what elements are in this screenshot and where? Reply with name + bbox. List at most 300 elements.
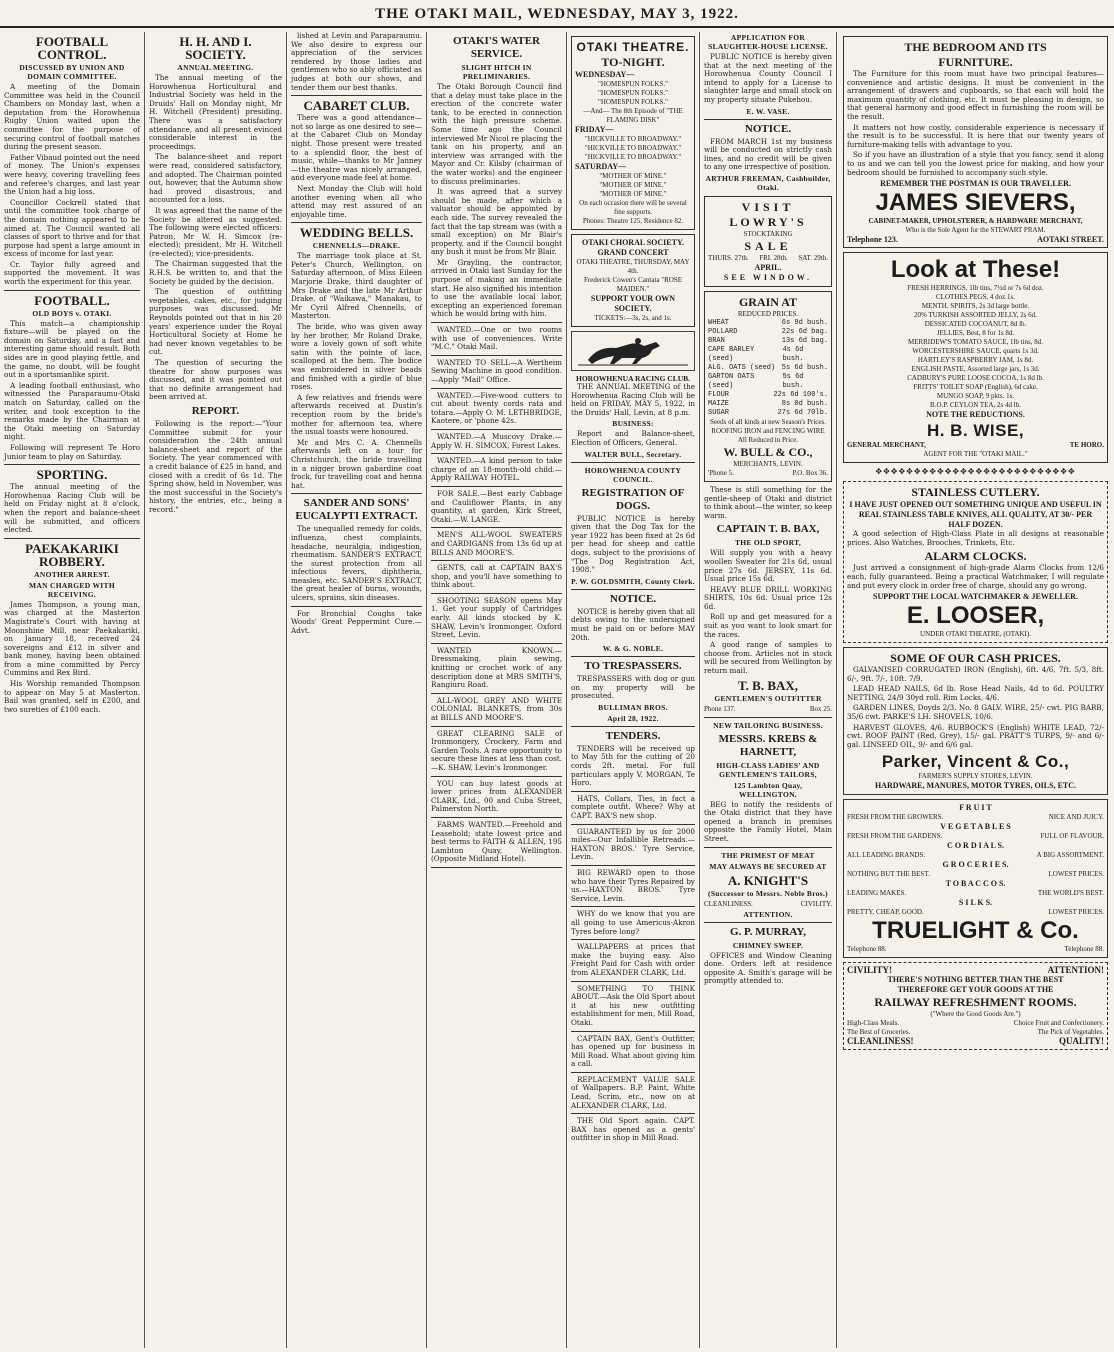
wise-note: NOTE THE REDUCTIONS. — [926, 410, 1025, 420]
divider — [704, 119, 832, 120]
paragraph: A good selection of High-Class Plate in all designs at reasonable prices. Also Watches, Brooches, Trinkets, Etc. — [847, 529, 1104, 547]
paragraph: GALVANISED CORRUGATED IRON (English), 6ft. 4/6, 7ft. 5/3, 8ft. 6/-, 9ft. 7/-, 10ft. 7/9. — [847, 665, 1104, 683]
fruit-line-b: NICE AND JUICY. — [1048, 813, 1104, 822]
lowry-ad — [704, 196, 832, 287]
grain-item: SUGAR — [708, 408, 730, 417]
divider — [291, 95, 422, 96]
paragraph: HEAVY BLUE DRILL WORKING SHIRTS, 10s 6d. Usual price 12s 6d. — [704, 584, 832, 611]
paragraph: OFFICES and Window Cleaning done. Orders left at residence opposite A. Smith's garage will be promptly attended to. — [704, 950, 832, 986]
wise-price-item: FRESH HERRINGS, 1lb tins, 7½d or 7s 6d doz. — [907, 284, 1044, 293]
paragraph: It was agreed that the name of the Society be altered as suggested. The following were elected officers: Patron, Mr W. H. Simcox (re-elected); president, Mr H. Witchell (re-elected); vice-presidents. — [149, 205, 282, 258]
classified-ad: WANTED KNOWN.—Dressmaking, plain sewing, knitting or crochet work of any description done at MRS SMITH'S, Rangiuru Road. — [431, 645, 562, 690]
divider — [571, 824, 695, 825]
rooms-line-4b: The Pick of Vegetables. — [1037, 1028, 1104, 1037]
wise-ad — [843, 252, 1108, 463]
theatre-note: On each occasion there will be several fine supports. — [579, 199, 687, 216]
grain-row — [708, 400, 828, 409]
cutlery-title: STAINLESS CUTLERY. — [911, 485, 1040, 500]
divider — [431, 867, 562, 868]
grain-row — [708, 337, 828, 346]
grain-price: 6s 9d bush. — [781, 318, 828, 327]
meat-cleanliness: CLEANLINESS. — [704, 899, 753, 908]
looser-sub: UNDER OTAKI THEATRE, (OTAKI). — [920, 630, 1031, 639]
silks-line-b: LOWEST PRICES. — [1048, 908, 1104, 917]
wanted-ad: WANTED.—A Muscovy Drake.—Apply W. H. SIMCOX, Forest Lakes. — [431, 431, 562, 450]
saturday-films — [575, 172, 691, 199]
grain-price: 5s 6d bush. — [782, 372, 804, 390]
grain-price: 22s 6d bag. — [781, 327, 828, 336]
paragraph: The bride, who was given away by her brother, Mr Roland Drake, wore a lovely gown of soft white satin with the pointe of lace, scalloped at the hem. The bodice was embroidered in silver beads and finished with a girdle of blue roses. — [291, 322, 422, 392]
headline-sanders: SANDER AND SONS' EUCALYPTI EXTRACT. — [295, 497, 418, 523]
friday-label: FRIDAY— — [575, 125, 614, 134]
paragraph: Following will represent Te Horo Junior team to play on Saturday. — [4, 442, 140, 461]
paragraph: Mr and Mrs C. A. Chennells afterwards left on a tour for Christchurch, the bride travelling in a nigger brown gabardine coat frock, fur travelling coat and henna hat. — [291, 437, 422, 490]
wise-agent: AGENT FOR THE "OTAKI MAIL." — [923, 450, 1028, 459]
racehorse-icon — [578, 334, 688, 368]
parker-ad — [843, 647, 1108, 795]
divider — [431, 726, 562, 727]
paragraph: A leading football enthusiast, who witnessed the Paraparaumu-Otaki match on Saturday, called on the writer, and took exception to the remarks made by the Chairman at the Otaki meeting on Saturday night. — [4, 380, 140, 442]
wise-price-item: CADBURY'S PURE LOOSE COCOA, 1s 8d lb. — [907, 374, 1044, 383]
film-title: "MOTHER OF MINE." — [599, 181, 667, 189]
divider — [431, 817, 562, 818]
column-6 — [700, 32, 837, 1348]
cordials-heading: C O R D I A L S. — [947, 841, 1004, 851]
paragraph: This match—a championship fixture—will be played on the domain on Saturday, and a fast and interesting game should result. Both sides are in good playing fettle, and the game, no doubt, will be fought out in a sportsmanlike spirit. — [4, 318, 140, 380]
truelight-ad — [843, 799, 1108, 958]
film-title: "MOTHER OF MINE." — [599, 172, 667, 180]
masthead: THE OTAKI MAIL, WEDNESDAY, MAY 3, 1922. — [0, 2, 1114, 28]
headline-water-service: OTAKI'S WATER SERVICE. — [452, 35, 541, 60]
grain-item: BRAN — [708, 336, 725, 345]
wanted-ad: WANTED.—A kind person to take charge of an 18-month-old child.—Apply RAILWAY HOTEL. — [431, 456, 562, 483]
grain-title: GRAIN AT — [738, 294, 798, 309]
ornamental-border: ✥✥✥✥✥✥✥✥✥✥✥✥✥✥✥✥✥✥✥✥✥✥✥✥✥✥ — [875, 467, 1076, 477]
cordials-line-a: ALL LEADING BRANDS. — [847, 851, 926, 860]
divider — [431, 429, 562, 430]
bedroom-ad — [843, 36, 1108, 248]
grain-price: 22s 6d 100's. — [773, 390, 828, 399]
truelight-name: TRUELIGHT & Co. — [872, 917, 1079, 945]
wanted-ad: WANTED.—Five-wood cutters to cut about twenty cords rata and totara.—Apply O. M. LETHBRIDGE, Kaotere, or 'phone 42s. — [431, 390, 562, 426]
paragraph: The balance-sheet and report were read, considered satisfactory, and adopted. The Chairman pointed out, however, that the Autumn show had proved disastrous, and accounted for a loss. — [149, 152, 282, 205]
bedroom-title-2: FURNITURE. — [938, 55, 1013, 69]
wednesday-extra: —And— The 8th Episode of "THE FLAMING DISK" — [583, 107, 683, 124]
misc-ad: WHY do we know that you are all going to use Americus-Akron Tyres before long? — [571, 909, 695, 936]
divider — [571, 462, 695, 463]
county-council: HOROWHENUA COUNTY COUNCIL. — [584, 465, 682, 484]
choral-work: Frederick Cowen's Cantata "ROSE MAIDEN." — [583, 276, 683, 293]
racing-business: BUSINESS: — [612, 419, 654, 429]
misc-ad: HATS, Collars, Ties, in fact a complete outfit. Where? Why at CAPT. BAX'S new shop. — [571, 793, 695, 821]
film-title: "HOMESPUN FOLKS." — [598, 80, 668, 88]
paragraph: His Worship remanded Thompson to appear on May 5 at Masterton. Bail was granted, self in £200, and two sureties of £100 each. — [4, 679, 140, 714]
paragraph: NOTICE is hereby given that all debts owing to the undersigned must be paid on or before MAY 20th. — [571, 606, 695, 642]
divider — [571, 906, 695, 907]
grain-item: CAPE BARLEY (seed) — [708, 345, 755, 363]
fruit-line-a: FRESH FROM THE GROWERS. — [847, 813, 944, 822]
divider — [431, 560, 562, 561]
grain-price: 8s 0d bush. — [781, 399, 828, 408]
grain-row — [708, 364, 828, 373]
wise-price-item: MENTH. SPIRITS, 2s 3d large bottle. — [921, 302, 1030, 311]
attention: ATTENTION! — [1047, 965, 1104, 976]
theatre-ad — [571, 36, 695, 230]
misc-ads — [571, 791, 695, 1143]
misc-ad: BIG REWARD open to those who have their Tyres Repaired by us.—HAXTON BROS.' Tyre Service, Levin. — [571, 868, 695, 903]
report-heading: REPORT. — [191, 404, 240, 417]
divider — [571, 589, 695, 590]
column-4 — [427, 32, 567, 1348]
harnett-address: 125 Lambton Quay, WELLINGTON. — [733, 780, 803, 799]
wanted-ad: WANTED.—One or two rooms with use of conveniences. Write "M.C." Otaki Mail. — [431, 325, 562, 352]
wise-sub: GENERAL MERCHANT, — [847, 441, 926, 450]
column-7 — [837, 32, 1114, 1348]
headline-sporting: SPORTING. — [36, 467, 108, 483]
divider — [431, 453, 562, 454]
meat-attention: ATTENTION. — [743, 909, 793, 919]
bax2-name: T. B. BAX, — [737, 677, 799, 693]
paragraph: GARDEN LINES, Doyds 2/3. No. 8 GALV. WIRE, 25/- cwt. PIG BARB, 35/6 cwt. PARKE'S LH. SHOVELS, 10/6. — [847, 703, 1104, 722]
paragraph: Next Monday the Club will hold another evening when all who attend may rest assured of an enjoyable time. — [291, 183, 422, 219]
grain-row — [708, 373, 828, 391]
wise-title: Look at These! — [890, 256, 1061, 284]
lowry-window: SEE WINDOW. — [723, 272, 813, 282]
paragraph: lished at Levin and Paraparaumu. We also desire to express our appreciation of the services rendered by those ladies and gentlemen who so ably officiated as judges at both our shows, and tender them our best thanks. — [291, 32, 422, 92]
wise-price-item: MERRIDEW'S TOMATO SAUCE, 1lb tins, 8d. — [907, 338, 1044, 347]
paragraph: A good range of samples to choose from. Articles not in stock will be secured from Wellington by return mail. — [704, 640, 832, 676]
saturday-label: SATURDAY— — [575, 162, 627, 171]
sweep-name: G. P. MURRAY, — [729, 925, 807, 938]
knight-name: A. KNIGHT'S — [727, 872, 809, 888]
bax-sub: THE OLD SPORT, — [734, 538, 802, 548]
sievers-sub-2: Who is the Sole Agent for the STEWART PRAM. — [905, 226, 1046, 235]
paragraph: THE ANNUAL MEETING of the Horowhenua Racing Club will be held on FRIDAY, MAY 5, 1922, in the Druids' Hall, Levin, at 8 p.m. — [571, 382, 695, 417]
film-title: "HICKVILLE TO BROADWAY." — [584, 144, 682, 152]
choral-title: OTAKI CHORAL SOCIETY. — [581, 238, 685, 247]
meat-sub: MAY ALWAYS BE SECURED AT — [709, 861, 827, 871]
lowry-name: LOWRY'S — [729, 214, 807, 229]
paragraph: BEG to notify the residents of the Otaki district that they have opened a branch in premises opposite the Family Hotel, Main Street. — [704, 799, 832, 843]
paragraph: The Furniture for this room must have two principal features—convenience and artistic designs. It must be convenient in the arrangement of drawers and cupboards, so that each will hold the maximum quantity of clothing, etc. It must be pleasing in design, so that general harmony and good effect in furnishing the room will be the result. — [847, 69, 1104, 121]
paragraph: The unequalled remedy for colds, influenza, chest complaints, headache, neuralgia, indigestion, rheumatism. SANDER'S EXTRACT, the surest protection from all infectious fevers, diphtheria, measles, etc. SANDER'S EXTRACT, the great healer of burns, wounds, ulcers, sprains, skin diseases. — [291, 524, 422, 603]
lowry-visit: VISIT — [741, 199, 795, 214]
parker-name: Parker, Vincent & Co., — [881, 752, 1070, 772]
rooms-name: RAILWAY REFRESHMENT ROOMS. — [874, 995, 1077, 1010]
paragraph: Report and Balance-sheet, Election of Officers, General. — [571, 429, 695, 447]
divider — [571, 656, 695, 657]
notice-title: NOTICE. — [609, 592, 657, 605]
paragraph: Mr Grayling, the contractor, arrived in Otaki last Sunday for the purpose of making an immediate start. He also signified his intention to use the available local labor, excepting an experienced foreman which he would bring with him. — [431, 257, 562, 319]
divider — [431, 643, 562, 644]
classified-ad: FARMS WANTED.—Freehold and Leasehold; state lowest price and best terms to FAITH & ALLEN, 195 Lambton Quay, Wellington. (Opposite Midland Hotel). — [431, 819, 562, 864]
grain-row — [708, 328, 828, 337]
veg-heading: V E G E T A B L E S — [940, 822, 1011, 832]
notice-signature: W. & G. NOBLE. — [602, 644, 664, 654]
divider — [571, 726, 695, 727]
subhead: ANOTHER ARREST. — [34, 569, 110, 579]
misc-ad: CAPTAIN BAX, Gent's Outfitter, has opened up for business in Mill Road. What about giving him a call. — [571, 1033, 695, 1069]
sievers-phone: Telephone 123. — [847, 235, 898, 245]
divider — [291, 222, 422, 223]
paragraph: The Otaki Borough Council find that a delay must take place in the erection of the concrete water tank, to be erected in connection with the high pressure scheme. Some time ago the Council interviewed Mr Nicol re placing the tank on his property, and an interview was arranged with the Mayor and Cr. Kilsby (chairman of the water works) and the engineer to discuss preliminaries. — [431, 82, 562, 186]
divider — [4, 290, 140, 291]
sievers-sub: CABINET-MAKER, UPHOLSTERER, & HARDWARE MERCHANT, — [868, 217, 1083, 226]
licence-signature: E. W. VASE. — [746, 106, 790, 116]
headline-cabaret: CABARET CLUB. — [303, 98, 410, 114]
grain-price: 4s 6d bush. — [782, 345, 804, 363]
classified-ad: GENTS, call at CAPTAIN BAX'S shop, and you'll have something to think about. — [431, 563, 562, 590]
bax2-box: Box 25. — [809, 704, 832, 713]
wise-price-item: DESSICATED COCOANUT, 8d lb. — [924, 320, 1027, 329]
grain-row — [708, 319, 828, 328]
column-1 — [0, 32, 145, 1348]
wise-price-item: MUNGO SOAP, 9 pkts. 1s. — [936, 392, 1015, 401]
bull-sub: MERCHANTS, LEVIN. — [733, 459, 803, 468]
wise-price-item: HARTLEY'S RASPBERRY JAM, 1s 8d. — [917, 356, 1034, 365]
choral-tickets: TICKETS:—3s, 2s, and 1s. — [594, 314, 672, 322]
film-title: "HOMESPUN FOLKS." — [598, 89, 668, 97]
wanted-ads — [431, 326, 562, 487]
column-3 — [287, 32, 427, 1348]
paragraph: The marriage took place at St. Peter's Church, Wellington, on Saturday afternoon, of Miss Eileen Marjorie Drake, third daughter of Mrs Drake and the late Mr Arthur Drake, of "Waikawa," Manakau, to Mr Cyril Alfred Chennells, of Masterton. — [291, 251, 422, 321]
harnett-sub: HIGH-CLASS LADIES' AND GENTLEMEN'S TAILORS, — [716, 760, 820, 779]
divider — [571, 1113, 695, 1114]
choral-support: SUPPORT YOUR OWN SOCIETY. — [590, 294, 676, 313]
rooms-line-3b: Choice Fruit and Confectionery. — [1013, 1019, 1104, 1028]
racing-title: HOROWHENUA RACING CLUB. — [576, 374, 690, 383]
classified-ad: YOU can buy latest goods at lower prices from ALEXANDER CLARK, Ltd., 00 and Cuba Street, Palmerston North. — [431, 778, 562, 814]
bax2-sub: GENTLEMEN'S OUTFITTER — [714, 693, 822, 703]
divider — [431, 322, 562, 323]
grain-ad — [704, 291, 832, 482]
divider — [431, 388, 562, 389]
paragraph: PUBLIC NOTICE is hereby given that the Dog Tax for the year 1922 has been fixed at 2s 6d per head for sheep and cattle dogs, subject to the provisions of "The Dog Registration Act, 1908." — [571, 513, 695, 575]
classified-ad: SHOOTING SEASON opens May 1. Get your supply of Cartridges early. All kinds stocked by K. SHAW, Levin's Ironmonger, Oxford Street, Levin. — [431, 595, 562, 640]
looser-name: E. LOOSER, — [906, 602, 1045, 630]
notice-signature: ARTHUR FREEMAN, Cashbuilder, Otaki. — [705, 173, 831, 192]
theatre-tonight: TO-NIGHT. — [601, 55, 665, 69]
divider — [704, 922, 832, 923]
wise-price-item: CLOTHES PEGS, 4 doz 1s. — [936, 293, 1015, 302]
paragraph: These is still something for the gentle-sheep of Otaki and district to think about—the winter, so keep warm. — [704, 484, 832, 520]
grain-row — [708, 391, 828, 400]
subhead: CHENNELLS—DRAKE. — [312, 241, 401, 251]
lowry-sale: SALE — [744, 238, 792, 253]
paragraph: The question of outfitting vegetables, cakes, etc., for judging purposes was discussed. Mr Reynolds pointed out that in his 20 years' experience under the Royal Horticultural Society at Home he had never known vegetables to be cut. — [149, 287, 282, 357]
film-title: "HICKVILLE TO BROADWAY." — [584, 135, 682, 143]
trespassers-title: TO TRESPASSERS. — [584, 660, 682, 673]
paragraph: PUBLIC NOTICE is hereby given that at the next meeting of the Horowhenua County Council I intend to apply for a License to slaughter large and small stock on my property situate Pukehou. — [704, 52, 832, 104]
classified-ads — [431, 490, 562, 868]
trespassers-signature: BULLIMAN BROS. — [598, 702, 668, 712]
grain-item: FLOUR — [708, 390, 730, 399]
paragraph: For Bronchial Coughs take Woods' Great Peppermint Cure.—Advt. — [291, 608, 422, 635]
parker-sub-2: HARDWARE, MANURES, MOTOR TYRES, OILS, ETC. — [874, 781, 1077, 791]
racehorse-illustration — [571, 331, 695, 371]
divider — [571, 1031, 695, 1032]
groceries-line-a: NOTHING BUT THE BEST. — [847, 870, 930, 879]
sievers-street: AOTAKI STREET. — [1037, 235, 1104, 245]
civility: CIVILITY! — [847, 965, 893, 976]
paragraph: James Thompson, a young man, was charged at the Masterton Magistrate's Court with having at Moonshine Mill, near Paekakariki, on January 18, received 24 sovereigns and £12 in silver and bank money, having been obtained from a mine committed by Percy Cummins and Rex Bird. — [4, 599, 140, 678]
paragraph: The Chairman suggested that the R.H.S. be written to, and that the Society be guided by the decision. — [149, 259, 282, 286]
divider — [571, 1072, 695, 1073]
grain-item: MAIZE — [708, 399, 730, 408]
alarm-title: ALARM CLOCKS. — [924, 549, 1027, 564]
film-title: "HICKVILLE TO BROADWAY." — [584, 153, 682, 161]
wednesday-label: WEDNESDAY— — [575, 70, 635, 79]
lowry-month: APRIL. — [754, 262, 782, 272]
paragraph: The question of securing the theatre for show purposes was discussed, and it was pointed out that no definite arrangement had been arrived at. — [149, 358, 282, 402]
truelight-tel-2: Telephone 88. — [1064, 945, 1104, 954]
groceries-line-b: LOWEST PRICES. — [1048, 870, 1104, 879]
theatre-title: OTAKI THEATRE. — [576, 40, 690, 54]
divider — [571, 865, 695, 866]
tailoring-intro: NEW TAILORING BUSINESS. — [713, 720, 823, 730]
parker-sub: FARMER'S SUPPLY STORES, LEVIN. — [918, 772, 1033, 781]
wise-price-item: ENGLISH PASTE, Assorted large jars, 1s 3d. — [911, 365, 1040, 374]
rooms-slogan: ("Where the Good Goods Are.") — [930, 1010, 1021, 1019]
grain-price: 27s 6d 70lb. — [777, 408, 828, 417]
divider — [571, 981, 695, 982]
film-title: "HOMESPUN FOLKS." — [598, 98, 668, 106]
divider — [704, 717, 832, 718]
rooms-line-2: THEREFORE GET YOUR GOODS AT THE — [897, 985, 1054, 995]
cleanliness: CLEANLINESS! — [847, 1036, 914, 1047]
divider — [431, 527, 562, 528]
paragraph: The annual meeting of the Horowhenua Horticultural and Industrial Society was held in the Druids' Hall on Monday night, Mr H. Witchell (President) presiding. There was a satisfactory attendance, and all present evinced considerable interest in the proceedings. — [149, 73, 282, 151]
veg-line-a: FRESH FROM THE GARDENS. — [847, 832, 943, 841]
classified-ad: FOR SALE.—Best early Cabbage and Cauliflower Plants, in any quantity, at garden, Kirk Street, Otaki.—W. LANGE. — [431, 488, 562, 524]
misc-ad: SOMETHING TO THINK ABOUT.—Ask the Old Sport about it at his new outfitting establishment for men, Mill Road, Otaki. — [571, 983, 695, 1027]
grain-note-2: ROOFING IRON and FENCING WIRE All Reduced in Price. — [711, 426, 825, 444]
cutlery-headline: I HAVE JUST OPENED OUT SOMETHING UNIQUE AND USEFUL IN REAL STAINLESS TABLE KNIVES, ALL QUALITY, AT 30/- PER HALF DOZEN. — [849, 500, 1102, 530]
misc-ad: GUARANTEED by us for 2000 miles—Our Infallible Retreads.—HAXTON BROS.' Tyre Service, Levin. — [571, 826, 695, 862]
wise-price-item: JELLIES, Best, 8 for 1s 8d. — [936, 329, 1015, 338]
column-5 — [567, 32, 700, 1348]
paragraph: A meeting of the Domain Committee was held in the Council Chambers on Monday last, when a deputation from the Horowhenua Rugby Union waited upon the committee for the purpose of securing control of football matches during the present season. — [4, 82, 140, 152]
headline-football-control: FOOTBALL CONTROL. — [35, 34, 109, 62]
lowry-kind: STOCKTAKING — [743, 229, 793, 238]
wise-price-item: 20% TURKISH ASSORTED JELLY, 2s 6d. — [914, 311, 1037, 320]
divider — [431, 593, 562, 594]
grain-item: ALG. OATS (seed) — [708, 363, 776, 372]
divider — [571, 939, 695, 940]
grain-row — [708, 409, 828, 418]
paragraph: It matters not how costly, considerable experience is necessary if the result is to be successful. It is here that our twenty years of furniture-making tells with advantage to you. — [847, 122, 1104, 149]
cash-prices-title: SOME OF OUR CASH PRICES. — [890, 651, 1061, 666]
sievers-name: JAMES SIEVERS, — [875, 189, 1076, 217]
theatre-phone: Phones: Theatre 125, Residence 82. — [582, 217, 684, 225]
film-title: "MOTHER OF MINE." — [599, 190, 667, 198]
divider — [431, 486, 562, 487]
headline-football: FOOTBALL. — [34, 292, 110, 308]
bull-phone: 'Phone 5. — [708, 468, 734, 477]
paragraph: TENDERS will be received up to May 5th for the cutting of 20 cords 2ft. metal. For full particulars apply V. MORGAN, Te Horo. — [571, 743, 695, 788]
tobaccos-line-b: THE WORLD'S BEST. — [1037, 889, 1104, 898]
wise-price-item: FRITTS' TOILET SOAP (English), 6d cake. — [913, 383, 1038, 392]
sale-day: THURS. 27th. — [708, 253, 749, 262]
divider — [291, 493, 422, 494]
licence-title: APPLICATION FOR SLAUGHTER-HOUSE LICENSE. — [708, 33, 828, 51]
paragraph: Councillor Cockrell stated that until the committee took charge of the domain nothing appeared to be aimed at. The Council wanted all classes of sport to thrive and for that purpose had spent a large amount in excess of income for last year. — [4, 197, 140, 259]
grain-sub: REDUCED PRICES. — [737, 309, 799, 318]
headline-wedding: WEDDING BELLS. — [299, 225, 414, 241]
choral-venue: OTAKI THEATRE, THURSDAY, MAY 4th. — [576, 258, 690, 275]
paragraph: HARVEST GLOVES, 4/6. RUBBOCK'S (English) WHITE LEAD, 72/- cwt. ROOF PAINT (Red, Grey), 15/- gal. PRATT'S TURPS, 9/- and 6/- gal. LINSEED OIL, 9/- and 6/6 gal. — [847, 722, 1104, 749]
subhead: ANNUAL MEETING. — [177, 63, 254, 72]
bax-name: CAPTAIN T. B. BAX, — [716, 523, 820, 536]
subhead: MAN CHARGED WITH RECEIVING. — [29, 580, 115, 599]
bax2-phone: Phone 137. — [704, 704, 736, 713]
paragraph: LEAD HEAD NAILS, 6d lb. Rose Head Nails, 4d to 6d. POULTRY NETTING, 24/9 30yd roll. Rim Locks, 4/6. — [847, 684, 1104, 702]
wise-price-item: B.O.P. CEYLON TEA, 2s 4d lb. — [930, 401, 1021, 410]
divider — [431, 776, 562, 777]
paragraph: Roll up and get measured for a suit as you want to look smart for the races. — [704, 612, 832, 639]
looser-ad — [843, 481, 1108, 643]
bull-name: W. BULL & CO., — [723, 444, 813, 459]
dogs-signature: P. W. GOLDSMITH, County Clerk. — [571, 576, 695, 586]
racing-signature: WALTER BULL, Secretary. — [584, 449, 682, 459]
sale-day: FRI. 28th. — [759, 253, 788, 262]
classified-ad: MEN'S ALL-WOOL SWEATERS and CARDIGANS from 13s 6d up at BILLS AND MOORE'S. — [431, 530, 562, 557]
trespassers-date: April 28, 1922. — [607, 713, 659, 723]
grain-price: 5s 6d bush. — [781, 363, 828, 372]
veg-line-b: FULL OF FLAVOUR. — [1040, 832, 1104, 841]
sale-day: SAT. 29th. — [798, 253, 828, 262]
sweep-sub: CHIMNEY SWEEP. — [732, 940, 804, 950]
classified-ad: ALL-WOOL GREY AND WHITE COLONIAL BLANKETS, from 30s at BILLS AND MOORE'S. — [431, 695, 562, 722]
paragraph: Just arrived a consignment of high-grade Alarm Clocks from 12/6 each, fully guaranteed. Being a practical Watchmaker, I will regulate and put every clock in order free of charge, should any go wrong. — [847, 563, 1104, 590]
subhead: SLIGHT HITCH IN PRELIMINARIES. — [461, 63, 532, 81]
tobaccos-heading: T O B A C C O S. — [945, 879, 1006, 889]
paragraph: So if you have an illustration of a style that you fancy, send it along to us and we can tell you the lowest price for making, and how your bedroom should be furnished to accompany such style. — [847, 150, 1104, 177]
bull-box: P.O. Box 36. — [792, 468, 828, 477]
subhead: OLD BOYS v. OTAKI. — [32, 308, 112, 318]
paragraph: Cr. Taylor fully agreed and supported the movement. It was worth the experiment for this year. — [4, 259, 140, 287]
quality: QUALITY! — [1058, 1036, 1104, 1047]
divider — [431, 693, 562, 694]
misc-ad: THE Old Sport again. CAPT. BAX has opened as a gents' outfitter in shop in Mill Road. — [571, 1116, 695, 1143]
rooms-line-3a: High-Class Meals. — [847, 1019, 900, 1028]
grain-row — [708, 346, 828, 364]
paragraph: It was agreed that a survey should be made, after which a valuator should be appointed by each side. The survey revealed the fact that the tap stream was (with a small exception) on Mr Blair's property, and if the Council bought any bush it must be from Mr Blair. — [431, 187, 562, 257]
fruit-heading: F R U I T — [959, 803, 992, 813]
notice-title: NOTICE. — [744, 122, 792, 135]
tobaccos-line-a: LEADING MAKES. — [847, 889, 907, 898]
harnett-name: MESSRS. KREBS & HARNETT, — [718, 732, 818, 758]
rooms-line-4a: The Best of Groceries. — [847, 1028, 911, 1037]
classified-ad: GREAT CLEARING SALE of Ironmongery, Crockery, Farm and Garden Tools. A rare opportunity to secure these lines at less than cost.—K. SHAW, Levin's Ironmonger. — [431, 728, 562, 772]
wednesday-films — [575, 80, 691, 107]
paragraph: Father Vibaud pointed out the need of money. The Union's expenses were heavy, covering travelling fees and referee's charges, and last year the Union had a big loss. — [4, 152, 140, 197]
wise-name: H. B. WISE, — [926, 421, 1025, 441]
friday-films — [575, 135, 691, 162]
grain-item: WHEAT — [708, 318, 730, 327]
wise-place: TE HORO. — [1069, 441, 1104, 450]
meat-intro: THE PRIMEST OF MEAT — [721, 850, 815, 860]
groceries-heading: G R O C E R I E S. — [942, 860, 1009, 870]
grain-item: POLLARD — [708, 327, 738, 336]
headline-robbery: PAEKAKARIKI ROBBERY. — [25, 540, 119, 569]
subhead: DISCUSSED BY UNION AND DOMAIN COMMITTEE. — [19, 63, 125, 81]
grain-note: Seeds of all kinds at new Season's Prices. — [710, 417, 826, 426]
paragraph: FROM MARCH 1st my business will be conducted on strictly cash lines, and no credit will be given to any one irrespective of position. — [704, 136, 832, 172]
grain-price-list — [708, 319, 828, 418]
divider — [4, 538, 140, 539]
bedroom-title: THE BEDROOM AND ITS — [904, 40, 1047, 54]
